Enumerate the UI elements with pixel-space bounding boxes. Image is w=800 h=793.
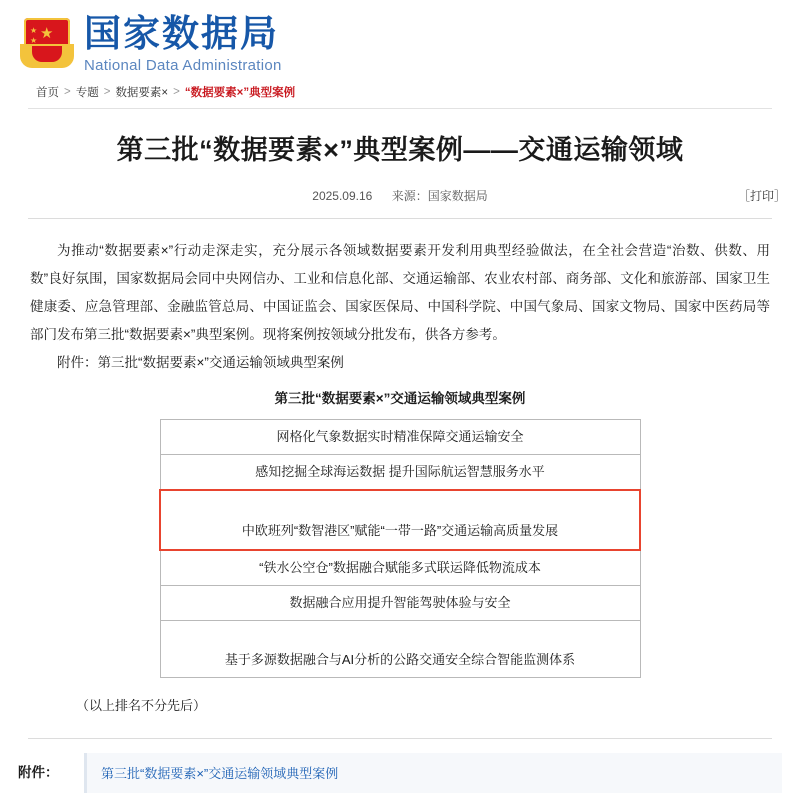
breadcrumb-item-home[interactable]: 首页 <box>36 87 59 99</box>
national-emblem-icon: ★ ★ ★ <box>18 14 76 72</box>
case-cell-4: “铁水公空仓”数据融合赋能多式联运降低物流成本 <box>160 550 640 586</box>
attachment-label: 附件： <box>18 765 59 780</box>
case-table-title: 第三批“数据要素×”交通运输领域典型案例 <box>274 391 526 406</box>
breadcrumb-separator: > <box>64 86 71 98</box>
breadcrumb-separator: > <box>103 86 111 98</box>
case-table-note: （以上排名不分先后） <box>76 698 207 713</box>
article-source: 来源：国家数据局 <box>391 189 488 203</box>
attachment-link[interactable]: 第三批“数据要素×”交通运输领域典型案例 <box>101 766 339 781</box>
case-cell-2: 感知挖掘全球海运数据 提升国际航运智慧服务水平 <box>160 455 640 491</box>
case-cell-5: 数据融合应用提升智能驾驶体验与安全 <box>160 586 640 621</box>
site-brand <box>84 12 282 74</box>
breadcrumb-item-topic[interactable]: 专题 <box>75 87 99 99</box>
page-title: 第三批“数据要素×”典型案例——交通运输领域 <box>116 135 684 165</box>
header-divider <box>28 108 772 109</box>
case-cell-1: 网格化气象数据实时精准保障交通运输安全 <box>160 420 640 455</box>
publish-date: 2025.09.16 <box>312 189 373 203</box>
table-row <box>160 455 640 491</box>
site-name-cn: 国家数据局 <box>84 13 279 54</box>
article-meta <box>0 187 800 204</box>
table-row <box>160 586 640 621</box>
table-row <box>160 550 640 586</box>
case-cell-6: 基于多源数据融合与AI分析的公路交通安全综合智能监测体系 <box>160 621 640 678</box>
breadcrumb <box>36 84 800 100</box>
case-table <box>159 419 641 678</box>
table-row-highlighted <box>160 490 640 550</box>
breadcrumb-item-current[interactable]: “数据要素×”典型案例 <box>184 87 296 99</box>
title-divider <box>28 218 772 219</box>
article-body <box>30 237 770 720</box>
site-header <box>0 0 800 74</box>
article-paragraph-1: 为推动“数据要素×”行动走深走实，充分展示各领域数据要素开发利用典型经验做法，在全社会营造“治数、供数、用数”良好氛围，国家数据局会同中央网信办、工业和信息化部、交通运输部、农业农村部、商务部、文化和旅游部、国家卫生健康委、应急管理部、金融监管总局、中国证监会、国家医保局、中国科学院、中国气象局、国家文物局、国家中医药局等部门发布第三批“数据要素×”典型案例。现将案例按领域分批发布，供各方参考。 <box>30 243 770 342</box>
table-row <box>160 621 640 678</box>
case-cell-3: 中欧班列“数智港区”赋能“一带一路”交通运输高质量发展 <box>160 490 640 550</box>
breadcrumb-item-data-element[interactable]: 数据要素× <box>115 87 169 99</box>
attachment-divider <box>28 738 772 739</box>
print-button[interactable]: ［打印］ <box>737 189 786 203</box>
attachment-section <box>0 753 800 793</box>
article-paragraph-2: 附件：第三批“数据要素×”交通运输领域典型案例 <box>57 355 344 370</box>
attachment-box <box>84 753 782 793</box>
breadcrumb-separator: > <box>173 86 180 98</box>
site-name-en: National Data Administration <box>84 57 282 74</box>
table-row <box>160 420 640 455</box>
